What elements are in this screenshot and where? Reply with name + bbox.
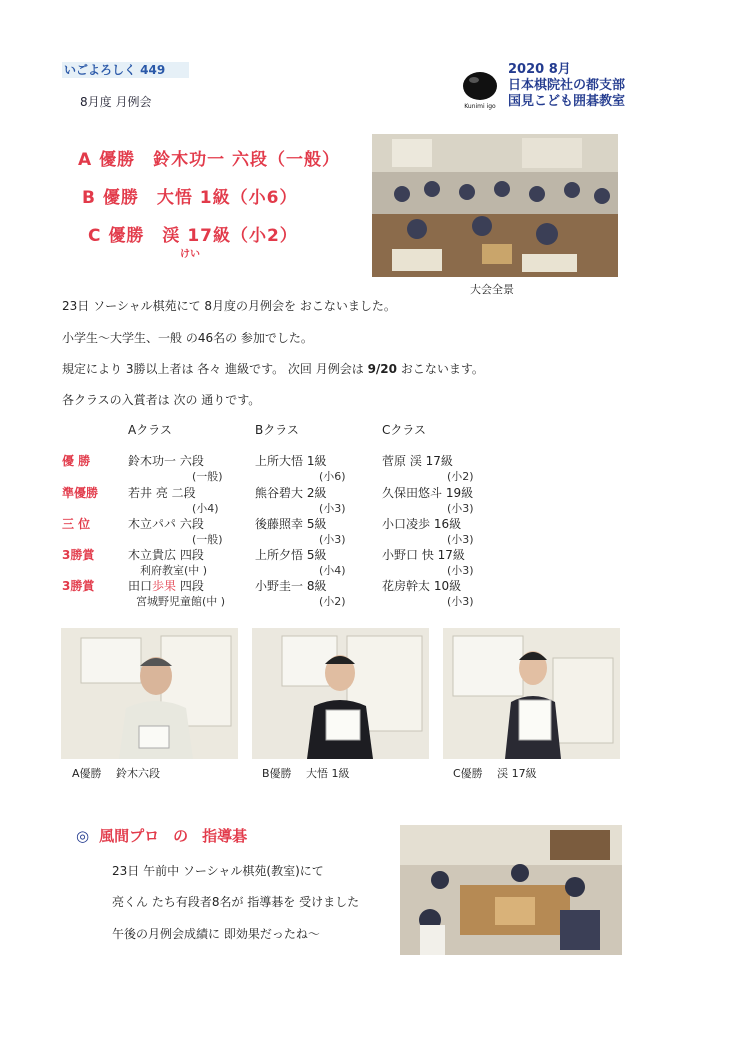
- paragraph-1: 23日 ソーシャル棋苑にて 8月度の月例会を おこないました。: [62, 299, 396, 313]
- winner-c-reading: けい: [180, 249, 200, 260]
- result-c-3: 小口凌歩 16級: [382, 517, 462, 531]
- tournament-photo-caption: 大会全景: [470, 283, 514, 296]
- column-b-header: Bクラス: [255, 423, 299, 437]
- paragraph-4: 各クラスの入賞者は 次の 通りです。: [62, 393, 261, 407]
- newsletter-title: いごよろしく 449: [62, 62, 189, 78]
- result-c-5: 花房幹太 10級: [382, 579, 462, 593]
- teaching-title: [76, 825, 247, 846]
- paragraph-2: 小学生～大学生、一般 の46名の 参加でした。: [62, 331, 313, 345]
- result-a-3: 木立パパ 六段: [128, 517, 204, 531]
- row-label-three-wins-1: 3勝賞: [62, 548, 95, 562]
- result-c-4: 小野口 快 17級: [382, 548, 465, 562]
- header-date: 2020 8月: [508, 62, 571, 77]
- result-b-3-note: (小3): [319, 533, 346, 546]
- winner-a-caption: A優勝 鈴木六段: [72, 767, 161, 780]
- result-c-2: 久保田悠斗 19級: [382, 486, 474, 500]
- result-b-1-note: (小6): [319, 470, 346, 483]
- result-a-5-note: 宮城野児童館(中 ): [136, 595, 226, 608]
- teaching-photo: [400, 825, 622, 955]
- winner-a-photo: [61, 628, 238, 759]
- result-a-2: 若井 亮 二段: [128, 486, 196, 500]
- result-c-2-note: (小3): [447, 502, 474, 515]
- paragraph-3-text: 規定により 3勝以上者は 各々 進級です。 次回 月例会は: [62, 362, 364, 376]
- result-a-4: 木立貴広 四段: [128, 548, 204, 562]
- pro-name: 風間プロ: [99, 827, 160, 845]
- header-org: 日本棋院社の都支部: [508, 78, 626, 93]
- tournament-photo: [372, 134, 618, 277]
- result-b-1: 上所大悟 1級: [255, 454, 327, 468]
- logo-text: Kunimi igo: [464, 103, 496, 110]
- result-b-5-note: (小2): [319, 595, 346, 608]
- result-a-1-note: (一般): [192, 470, 223, 483]
- row-label-three-wins-2: 3勝賞: [62, 579, 95, 593]
- winner-c-caption: C優勝 渓 17級: [453, 767, 537, 780]
- result-b-4: 上所夕悟 5級: [255, 548, 327, 562]
- result-a-1: 鈴木功一 六段: [128, 454, 204, 468]
- result-a-5: [128, 577, 204, 594]
- result-b-3: 後藤照幸 5級: [255, 517, 327, 531]
- column-a-header: Aクラス: [128, 423, 172, 437]
- result-b-2-note: (小3): [319, 502, 346, 515]
- paragraph-3-tail: おこないます。: [400, 362, 484, 376]
- result-b-4-note: (小4): [319, 564, 346, 577]
- result-c-4-note: (小3): [447, 564, 474, 577]
- result-c-5-note: (小3): [447, 595, 474, 608]
- teaching-line-1: 23日 午前中 ソーシャル棋苑(教室)にて: [112, 864, 324, 878]
- winner-b: B 優勝 大悟 1級（小6）: [82, 188, 298, 208]
- teaching-heading: 指導碁: [202, 827, 248, 845]
- teaching-line-2: 亮くん たち有段者8名が 指導碁を 受けました: [112, 895, 360, 909]
- row-label-third: 三 位: [62, 517, 91, 531]
- winner-b-photo: [252, 628, 429, 759]
- bullet-mark: ◎: [76, 827, 90, 845]
- row-label-champion: 優 勝: [62, 454, 91, 468]
- result-a-5-highlight: 歩果: [152, 579, 177, 593]
- go-stone-logo: [458, 70, 502, 110]
- result-a-5-pre: 田口: [128, 579, 153, 593]
- header-block: [508, 62, 625, 110]
- winner-b-caption: B優勝 大悟 1級: [262, 767, 350, 780]
- header-school: 国見こども囲碁教室: [508, 94, 626, 109]
- result-c-1-note: (小2): [447, 470, 474, 483]
- winner-c-photo: [443, 628, 620, 759]
- column-c-header: Cクラス: [382, 423, 427, 437]
- teaching-line-3: 午後の月例会成績に 即効果だったね～: [112, 927, 320, 941]
- result-a-5-post: 四段: [176, 579, 204, 593]
- page-subtitle: 8月度 月例会: [80, 95, 152, 109]
- result-a-2-note: (小4): [192, 502, 219, 515]
- next-meeting-date: 9/20: [367, 362, 398, 376]
- result-a-3-note: (一般): [192, 533, 223, 546]
- result-b-5: 小野圭一 8級: [255, 579, 327, 593]
- row-label-runner-up: 準優勝: [62, 486, 99, 500]
- result-b-2: 熊谷碧大 2級: [255, 486, 327, 500]
- result-c-3-note: (小3): [447, 533, 474, 546]
- result-c-1: 菅原 渓 17級: [382, 454, 453, 468]
- paragraph-3: [62, 360, 484, 377]
- result-a-4-note: 利府教室(中 ): [140, 564, 208, 577]
- particle-no: の: [173, 827, 189, 845]
- winner-c: C 優勝 渓 17級（小2）: [88, 226, 298, 246]
- winner-a: A 優勝 鈴木功一 六段（一般）: [78, 150, 340, 170]
